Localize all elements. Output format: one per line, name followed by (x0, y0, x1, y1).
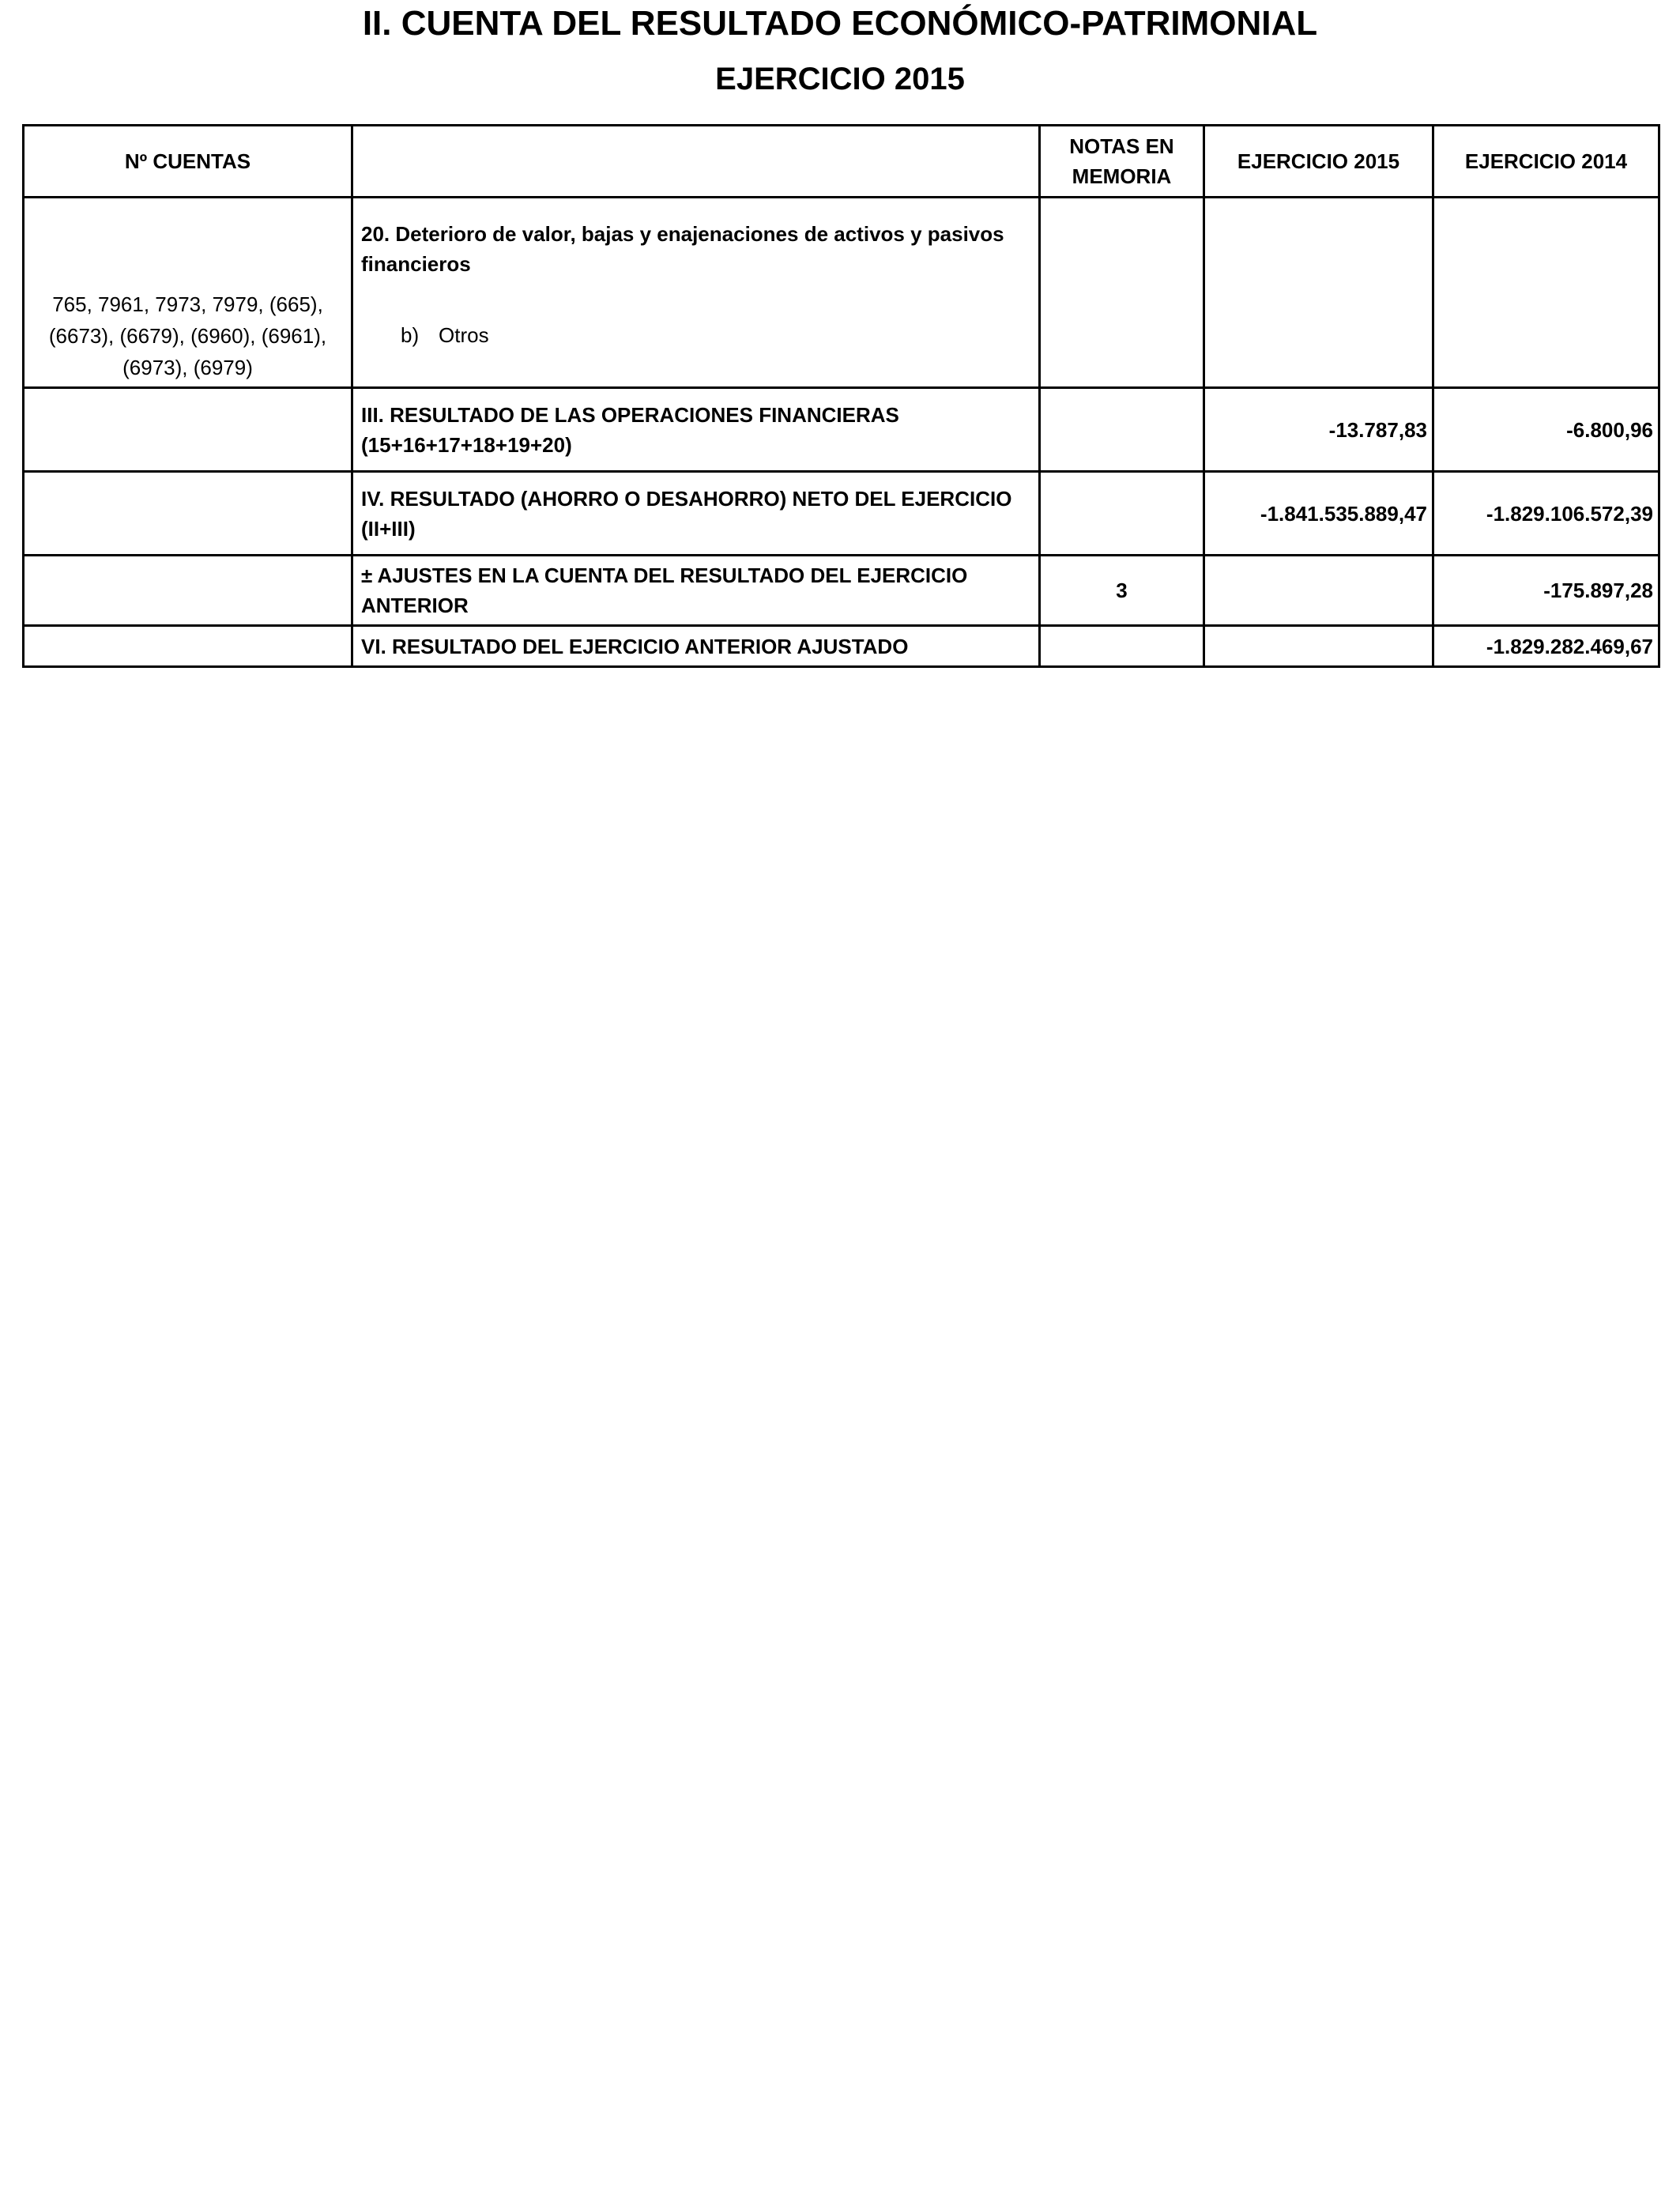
row-concept: VI. RESULTADO DEL EJERCICIO ANTERIOR AJUSTADO (352, 626, 1040, 667)
row-year-2015 (1204, 556, 1433, 626)
table-header-row (24, 126, 1659, 198)
row-accounts (24, 556, 352, 626)
header-concept (352, 126, 1040, 198)
header-year-2014: EJERCICIO 2014 (1433, 126, 1659, 198)
table-row (24, 626, 1659, 667)
row-concept: ± AJUSTES EN LA CUENTA DEL RESULTADO DEL EJERCICIO ANTERIOR (352, 556, 1040, 626)
row-notes (1040, 472, 1204, 556)
page-subtitle: EJERCICIO 2015 (715, 62, 965, 96)
row-notes: 3 (1040, 556, 1204, 626)
table-row (24, 198, 1659, 388)
row-year-2014: -175.897,28 (1433, 556, 1659, 626)
row-year-2015 (1204, 626, 1433, 667)
income-statement-table (22, 124, 1660, 668)
row-concept-title: 20. Deterioro de valor, bajas y enajenaciones de activos y pasivos financieros (361, 222, 1004, 276)
page-title: II. CUENTA DEL RESULTADO ECONÓMICO-PATRIMONIAL (362, 4, 1318, 43)
row-notes (1040, 388, 1204, 472)
row-accounts: 765, 7961, 7973, 7979, (665), (6673), (6679), (6960), (6961), (6973), (6979) (24, 198, 352, 388)
row-concept: III. RESULTADO DE LAS OPERACIONES FINANCIERAS (15+16+17+18+19+20) (352, 388, 1040, 472)
header-accounts: Nº CUENTAS (24, 126, 352, 198)
header-notes: NOTAS EN MEMORIA (1040, 126, 1204, 198)
header-year-2015: EJERCICIO 2015 (1204, 126, 1433, 198)
row-concept (352, 198, 1040, 388)
table-row (24, 472, 1659, 556)
row-subconcept-label: Otros (439, 323, 489, 347)
row-subconcept-letter: b) (401, 323, 420, 347)
row-year-2015 (1204, 198, 1433, 388)
table-row (24, 556, 1659, 626)
row-year-2014: -1.829.282.469,67 (1433, 626, 1659, 667)
row-notes (1040, 198, 1204, 388)
row-accounts (24, 472, 352, 556)
row-year-2014: -6.800,96 (1433, 388, 1659, 472)
row-year-2014: -1.829.106.572,39 (1433, 472, 1659, 556)
row-notes (1040, 626, 1204, 667)
row-concept: IV. RESULTADO (AHORRO O DESAHORRO) NETO DEL EJERCICIO (II+III) (352, 472, 1040, 556)
row-year-2015: -1.841.535.889,47 (1204, 472, 1433, 556)
row-accounts (24, 388, 352, 472)
row-year-2014 (1433, 198, 1659, 388)
row-subconcept (361, 320, 1030, 350)
row-year-2015: -13.787,83 (1204, 388, 1433, 472)
row-accounts (24, 626, 352, 667)
table-row (24, 388, 1659, 472)
